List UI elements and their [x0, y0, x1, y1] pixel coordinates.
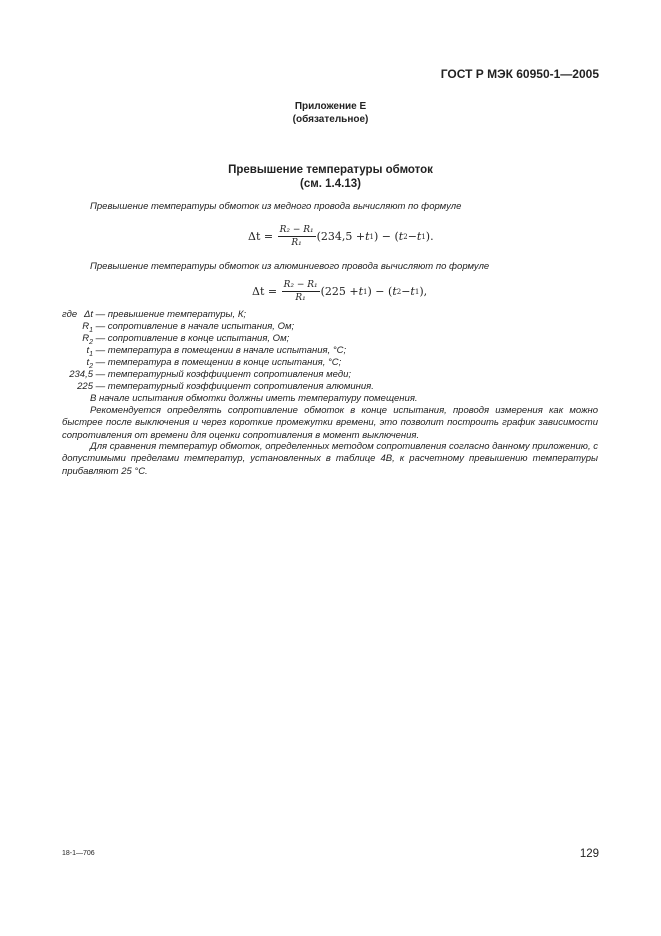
where-symbol: t	[86, 357, 90, 368]
formula-var: t	[392, 285, 397, 298]
where-subscript: 2	[89, 338, 93, 346]
fraction-denominator: R₁	[291, 238, 302, 248]
formula-part: (225 +	[320, 285, 359, 298]
section-title-text: Превышение температуры обмоток	[228, 164, 433, 176]
footer-code: 18-1—706	[62, 850, 95, 857]
formula-var: t	[398, 230, 404, 243]
appendix-label: Приложение Е	[294, 101, 367, 112]
formula-part: ).	[425, 230, 434, 243]
formula-part: −	[407, 230, 417, 243]
formula-var: t	[365, 230, 370, 243]
where-subscript: 2	[89, 362, 93, 370]
where-item-aluminum-coef	[64, 381, 374, 393]
paragraph-aluminum: Превышение температуры обмоток из алюминиевого провода вычисляют по формуле	[90, 261, 490, 272]
where-text: — температурный коэффициент сопротивления меди;	[93, 369, 352, 380]
where-text: — сопротивление в начале испытания, Ом;	[93, 321, 295, 332]
where-symbol: 225	[77, 381, 93, 392]
paragraph-recommend: Рекомендуется определять сопротивление обмоток в конце испытания, проводя измерения как можно быстрее после выключения и через короткие промежутки времени, это позволит построить график зависимости сопротивления от времени для оценки сопротивления в момент выключения.	[62, 405, 598, 441]
where-text: — температурный коэффициент сопротивления алюминия.	[93, 381, 374, 392]
section-title	[0, 163, 661, 191]
formula-part: ) − (	[367, 285, 393, 298]
where-text: — температура в помещении в начале испытания, °С;	[93, 345, 347, 356]
fraction-numerator: R₂ − R₁	[283, 280, 318, 290]
appendix-heading	[0, 100, 661, 126]
where-text: — температура в помещении в конце испытания, °С;	[93, 357, 342, 368]
where-prefix: где	[62, 309, 78, 320]
formula-var: t	[358, 285, 364, 298]
where-item-copper-coef	[64, 369, 351, 381]
formula-lhs: Δt =	[252, 285, 278, 298]
document-header: ГОСТ Р МЭК 60950-1—2005	[440, 67, 599, 81]
where-text: — сопротивление в конце испытания, Ом;	[93, 333, 290, 344]
where-item-delta-t	[80, 309, 246, 321]
paragraph-copper: Превышение температуры обмоток из медного провода вычисляют по формуле	[90, 201, 462, 212]
where-subscript: 1	[89, 326, 93, 334]
formula-part: (234,5 +	[316, 230, 366, 243]
where-symbol: R	[82, 321, 90, 332]
formula-var: t	[416, 230, 422, 243]
formula-aluminum: Δt = $\frac{\text{R₂ − R₁}}{\text{R₁}}$ (225 + t 1 ) − ( t 2 − t 1 ),	[252, 280, 428, 303]
formula-part: −	[401, 285, 411, 298]
formula-var: t	[410, 285, 415, 298]
formula-part: ) − (	[374, 230, 399, 243]
formula-lhs: Δt =	[248, 230, 274, 243]
paragraph-compare: Для сравнения температур обмоток, определенных методом сопротивления согласно данному приложению, с допустимыми пределами температур, установленных в таблице 4В, к расчетному превышению температуры прибавляют 25 °С.	[62, 441, 598, 477]
paragraph-start: В начале испытания обмотки должны иметь температуру помещения.	[90, 393, 418, 404]
fraction-numerator: R₂ − R₁	[279, 225, 314, 235]
where-symbol: 234,5	[69, 369, 93, 380]
formula-fraction	[278, 224, 316, 249]
formula-copper: Δt = $\frac{\text{R₂ − R₁}}{\text{R₁}}$ (234,5 + t 1 ) − ( t 2 − t 1 ).	[248, 225, 434, 248]
where-symbol: R	[82, 333, 90, 344]
where-subscript: 1	[89, 350, 93, 358]
page-number: 129	[579, 848, 599, 860]
appendix-status: (обязательное)	[292, 114, 369, 125]
where-text: — превышение температуры, К;	[93, 309, 247, 320]
where-symbol: Δt	[83, 309, 93, 320]
fraction-denominator: R₁	[295, 293, 306, 303]
formula-fraction	[282, 279, 320, 304]
formula-part: ),	[419, 285, 428, 298]
section-reference: (см. 1.4.13)	[300, 178, 361, 190]
where-symbol: t	[86, 345, 90, 356]
